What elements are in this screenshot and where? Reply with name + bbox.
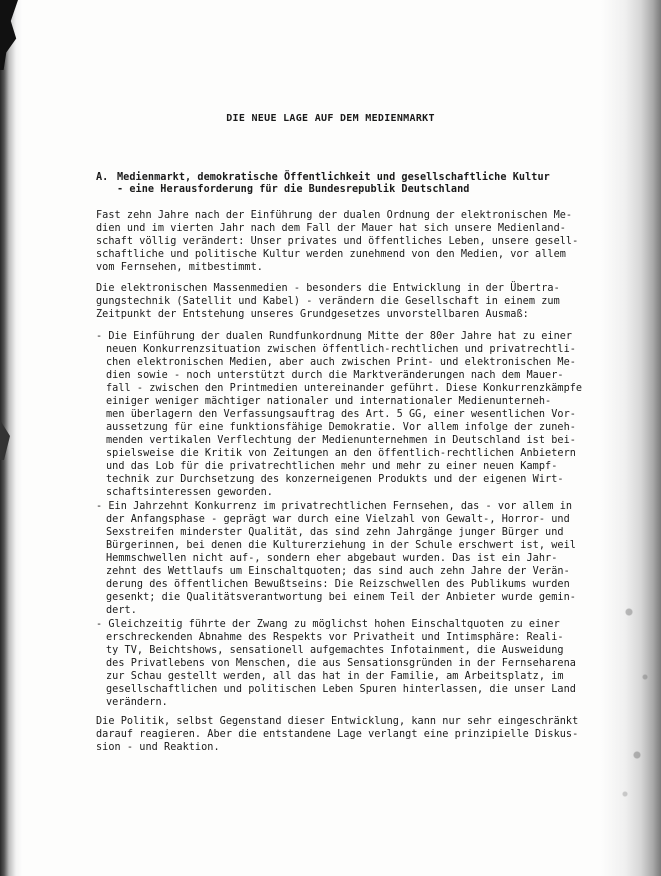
bullet-1-line: einiger weniger mächtiger nationaler und internationaler Medienunterneh- <box>106 396 552 407</box>
paragraph-2-line: Die elektronischen Massenmedien - besonders die Entwicklung in der Übertra- <box>96 283 560 294</box>
bullet-1-line: - Die Einführung der dualen Rundfunkordnung Mitte der 80er Jahre hat zu einer <box>96 331 573 342</box>
bullet-1-line: spielsweise die Kritik von Zeitungen an den öffentlich-rechtlichen Anbietern <box>106 448 576 459</box>
paragraph-2-line: Zeitpunkt der Entstehung unseres Grundgesetzes unvorstellbaren Ausmaß: <box>96 309 529 320</box>
paragraph-2-line: gungstechnik (Satellit und Kabel) - verändern die Gesellschaft in einem zum <box>96 296 560 307</box>
bullet-2-line: Bürgerinnen, bei denen die Kulturerziehung in der Schule erschwert ist, weil <box>106 540 576 551</box>
bullet-1-line: und das Lob für die privatrechtlichen mehr und mehr zu einer neuen Kampf- <box>106 461 558 472</box>
bullet-2-line: der Anfangsphase - geprägt war durch eine Vielzahl von Gewalt-, Horror- und <box>106 514 570 525</box>
bullet-1-line: schaftsinteressen geworden. <box>106 487 273 498</box>
bullet-2-line: derung des öffentlichen Bewußtseins: Die Reizschwellen des Publikums wurden <box>106 579 570 590</box>
bullet-2-line: Hemmschwellen nicht auf-, sondern eher abgebaut wurden. Das ist ein Jahr- <box>106 553 558 564</box>
bullet-1-line: menden vertikalen Verflechtung der Medienunternehmen in Deutschland ist bei- <box>106 435 576 446</box>
paragraph-3-line: Die Politik, selbst Gegenstand dieser Entwicklung, kann nur sehr eingeschränkt <box>96 716 579 727</box>
bullet-3-line: verändern. <box>106 697 168 708</box>
paragraph-1-line: dien und im vierten Jahr nach dem Fall der Mauer hat sich unsere Medienland- <box>96 223 566 234</box>
bullet-1-line: technik zur Durchsetzung des konzerneigenen Produkts und der eigenen Wirt- <box>106 474 564 485</box>
bullet-3-line: gesellschaftlichen und politischen Leben Spuren hinterlassen, die unser Land <box>106 684 576 695</box>
paragraph-1-line: Fast zehn Jahre nach der Einführung der dualen Ordnung der elektronischen Me- <box>96 210 573 221</box>
document-heading: DIE NEUE LAGE AUF DEM MEDIENMARKT <box>226 113 435 124</box>
bullet-3-line: zur Schau gestellt werden, all das hat in der Familie, am Arbeitsplatz, im <box>106 671 564 682</box>
bullet-2-line: dert. <box>106 605 137 616</box>
section-letter: A. <box>96 172 109 183</box>
section-title-line: - eine Herausforderung für die Bundesrepublik Deutschland <box>117 184 470 195</box>
paragraph-1-line: schaftliche und politische Kultur werden zunehmend von den Medien, vor allem <box>96 249 566 260</box>
paragraph-1-line: schaft völlig verändert: Unser privates und öffentliches Leben, unsere gesell- <box>96 236 579 247</box>
bullet-1-line: fall - zwischen den Printmedien untereinander geführt. Diese Konkurrenzkämpfe <box>106 383 583 394</box>
bullet-3-line: ty TV, Beichtshows, sensationell aufgemachtes Infotainment, die Ausweidung <box>106 645 564 656</box>
bullet-1-line: chen elektronischen Medien, aber auch zwischen Print- und elektronischen Me- <box>106 357 576 368</box>
bullet-1-line: aussetzung für eine funktionsfähige Demokratie. Vor allem infolge der zuneh- <box>106 422 576 433</box>
bullet-2-line: gesenkt; die Qualitätsverantwortung bei einem Teil der Anbieter wurde gemin- <box>106 592 576 603</box>
bullet-2-line: - Ein Jahrzehnt Konkurrenz im privatrechtlichen Fernsehen, das - vor allem in <box>96 501 573 512</box>
paragraph-1-line: vom Fernsehen, mitbestimmt. <box>96 262 263 273</box>
bullet-2-line: zehnt des Wettlaufs um Einschaltquoten; das sind auch zehn Jahre der Verän- <box>106 566 570 577</box>
scan-right-speckles <box>617 560 657 820</box>
bullet-3-line: des Privatlebens von Menschen, die aus Sensationsgründen in der Fernseharena <box>106 658 576 669</box>
bullet-1-line: men überlagern den Verfassungsauftrag des Art. 5 GG, einer wesentlichen Vor- <box>106 409 576 420</box>
bullet-1-line: dien sowie - noch unterstützt durch die Marktveränderungen nach dem Mauer- <box>106 370 564 381</box>
section-title-line: Medienmarkt, demokratische Öffentlichkeit und gesellschaftliche Kultur <box>117 172 550 183</box>
paragraph-3-line: sion - und Reaktion. <box>96 742 220 753</box>
bullet-1-line: neuen Konkurrenzsituation zwischen öffentlich-rechtlichen und privatrechtli- <box>106 344 576 355</box>
bullet-3-line: - Gleichzeitig führte der Zwang zu möglichst hohen Einschaltquoten zu einer <box>96 619 560 630</box>
bullet-2-line: Sexstreifen minderster Qualität, das sind zehn Jahrgänge junger Bürger und <box>106 527 564 538</box>
bullet-3-line: erschreckenden Abnahme des Respekts vor Privatheit und Intimsphäre: Reali- <box>106 632 564 643</box>
paragraph-3-line: darauf reagieren. Aber die entstandene Lage verlangt eine prinzipielle Diskus- <box>96 729 579 740</box>
